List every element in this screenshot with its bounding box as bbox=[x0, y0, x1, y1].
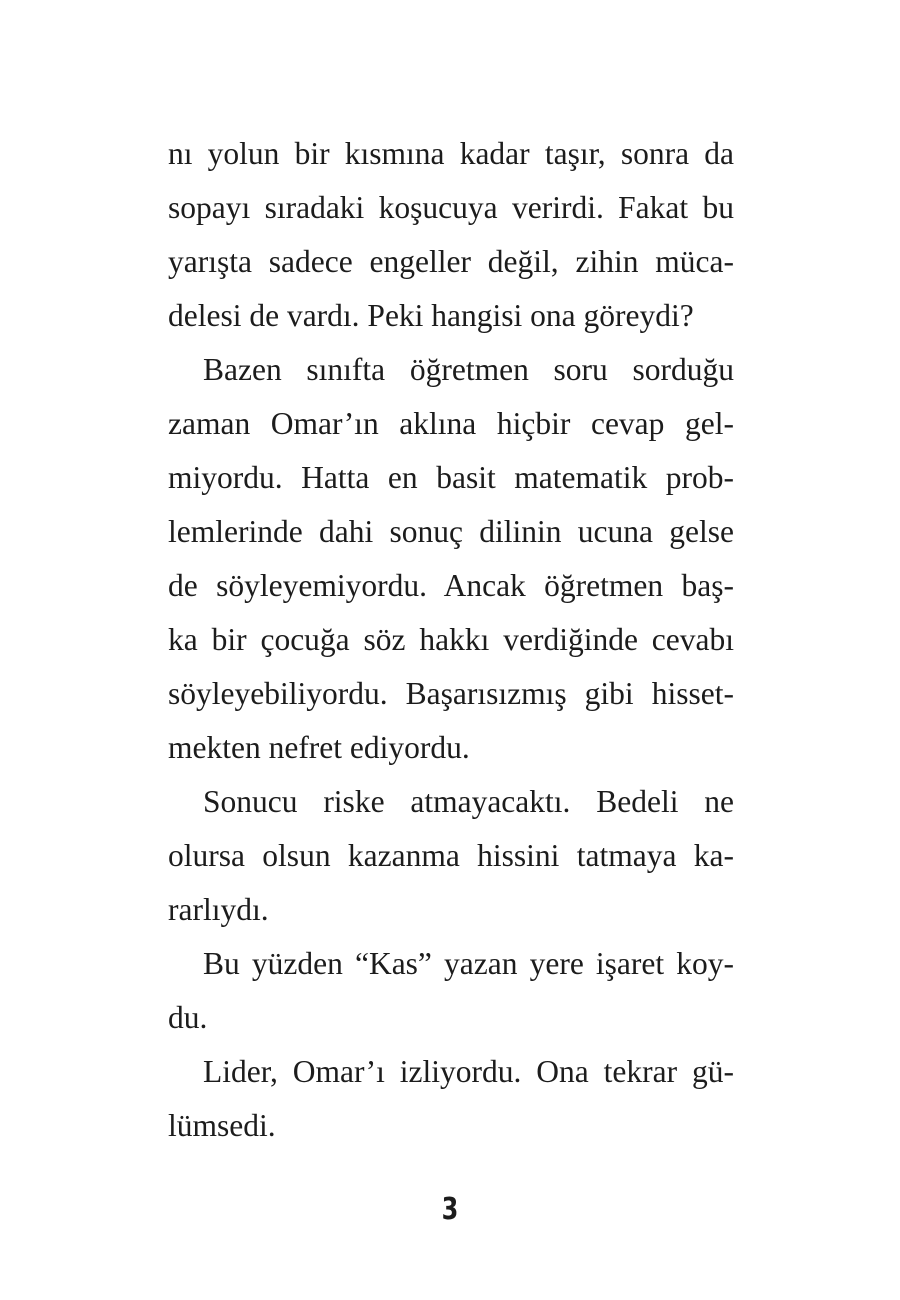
text-line: olursa olsun kazanma hissini tatmaya ka- bbox=[168, 838, 734, 873]
text-line: mekten nefret ediyordu. bbox=[168, 730, 470, 765]
text-line: sopayı sıradaki koşucuya verirdi. Fakat bu bbox=[168, 190, 734, 225]
text-line: Lider, Omar’ı izliyordu. Ona tekrar gü- bbox=[203, 1054, 734, 1089]
text-line: nı yolun bir kısmına kadar taşır, sonra da bbox=[168, 136, 734, 171]
page-body bbox=[168, 127, 734, 1153]
text-line: ka bir çocuğa söz hakkı verdiğinde cevabı bbox=[168, 622, 734, 657]
text-line: lümsedi. bbox=[168, 1108, 276, 1143]
text-line: lemlerinde dahi sonuç dilinin ucuna gelse bbox=[168, 514, 734, 549]
text-line: delesi de vardı. Peki hangisi ona göreydi? bbox=[168, 298, 694, 333]
page-number: 3 bbox=[441, 1192, 459, 1227]
text-line: zaman Omar’ın aklına hiçbir cevap gel- bbox=[168, 406, 734, 441]
text-line: Bu yüzden “Kas” yazan yere işaret koy- bbox=[203, 946, 734, 981]
paragraph-1 bbox=[168, 127, 734, 343]
text-line: Bazen sınıfta öğretmen soru sorduğu bbox=[203, 352, 734, 387]
paragraph-5 bbox=[168, 1045, 734, 1153]
text-line: du. bbox=[168, 1000, 208, 1035]
text-line: yarışta sadece engeller değil, zihin müca- bbox=[168, 244, 734, 279]
paragraph-4 bbox=[168, 937, 734, 1045]
paragraph-2 bbox=[168, 343, 734, 775]
text-line: rarlıydı. bbox=[168, 892, 269, 927]
text-line: miyordu. Hatta en basit matematik prob- bbox=[168, 460, 734, 495]
text-line: de söyleyemiyordu. Ancak öğretmen baş- bbox=[168, 568, 734, 603]
text-line: Sonucu riske atmayacaktı. Bedeli ne bbox=[203, 784, 734, 819]
text-line: söyleyebiliyordu. Başarısızmış gibi hisset- bbox=[168, 676, 734, 711]
paragraph-3 bbox=[168, 775, 734, 937]
